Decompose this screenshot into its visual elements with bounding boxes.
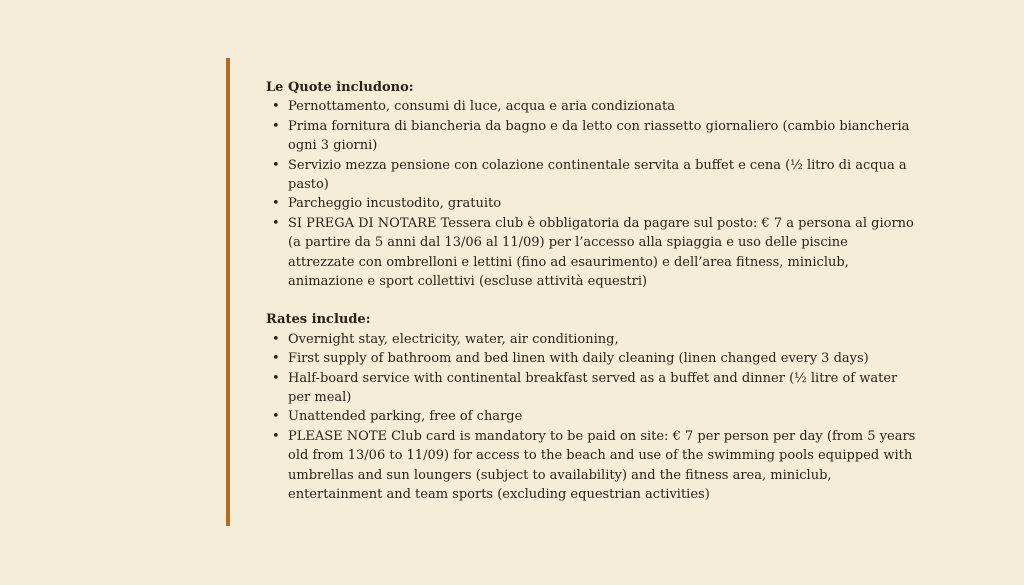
section-italian xyxy=(266,78,916,291)
list-item-text: Unattended parking, free of charge xyxy=(288,409,523,425)
bullet-list xyxy=(266,97,916,291)
bullet-icon: • xyxy=(272,370,280,386)
bullet-icon: • xyxy=(272,409,280,425)
list-item-text: SI PREGA DI NOTARE Tessera club è obbligatoria da pagare sul posto: € 7 a persona al giorno (a partire da 5 anni dal 13/06 al 11/09) per l’accesso alla spiaggia e uso delle piscine attrezzate con ombrelloni e lettini (fino ad esaurimento) e dell’area fitness, miniclub, animazione e sport collettivi (escluse attività equestri) xyxy=(288,215,914,290)
bullet-icon: • xyxy=(272,215,280,231)
list-item xyxy=(266,156,916,195)
accent-bar xyxy=(226,58,230,526)
list-item-text: Half-board service with continental breakfast served as a buffet and dinner (½ litre of water per meal) xyxy=(288,370,898,406)
bullet-icon: • xyxy=(272,428,280,444)
list-item-text: PLEASE NOTE Club card is mandatory to be paid on site: € 7 per person per day (from 5 years old from 13/06 to 11/09) for access to the beach and use of the swimming pools equipped with umbrellas and sun loungers (subject to availability) and the fitness area, miniclub, entertainment and team sports (excluding equestrian activities) xyxy=(288,428,916,503)
list-item xyxy=(266,330,916,349)
list-item xyxy=(266,349,916,368)
bullet-icon: • xyxy=(272,99,280,115)
content-block xyxy=(266,78,916,505)
bullet-icon: • xyxy=(272,118,280,134)
list-item xyxy=(266,194,916,213)
list-item-text: Servizio mezza pensione con colazione continentale servita a buffet e cena (½ litro di acqua a pasto) xyxy=(288,157,907,193)
section-title: Rates include: xyxy=(266,312,371,328)
bullet-icon: • xyxy=(272,196,280,212)
list-item xyxy=(266,427,916,505)
bullet-icon: • xyxy=(272,331,280,347)
list-item-text: First supply of bathroom and bed linen with daily cleaning (linen changed every 3 days) xyxy=(288,351,869,367)
bullet-icon: • xyxy=(272,351,280,367)
bullet-list xyxy=(266,330,916,505)
list-item-text: Pernottamento, consumi di luce, acqua e aria condizionata xyxy=(288,99,676,115)
list-item-text: Prima fornitura di biancheria da bagno e da letto con riassetto giornaliero (cambio biancheria ogni 3 giorni) xyxy=(288,118,910,154)
bullet-icon: • xyxy=(272,157,280,173)
list-item-text: Parcheggio incustodito, gratuito xyxy=(288,196,502,212)
list-item-text: Overnight stay, electricity, water, air conditioning, xyxy=(288,331,619,347)
section-title: Le Quote includono: xyxy=(266,80,414,95)
list-item xyxy=(266,214,916,292)
list-item xyxy=(266,407,916,426)
section-spacer xyxy=(266,291,916,310)
list-item xyxy=(266,117,916,156)
list-item xyxy=(266,369,916,408)
list-item xyxy=(266,97,916,116)
section-english xyxy=(266,310,916,504)
